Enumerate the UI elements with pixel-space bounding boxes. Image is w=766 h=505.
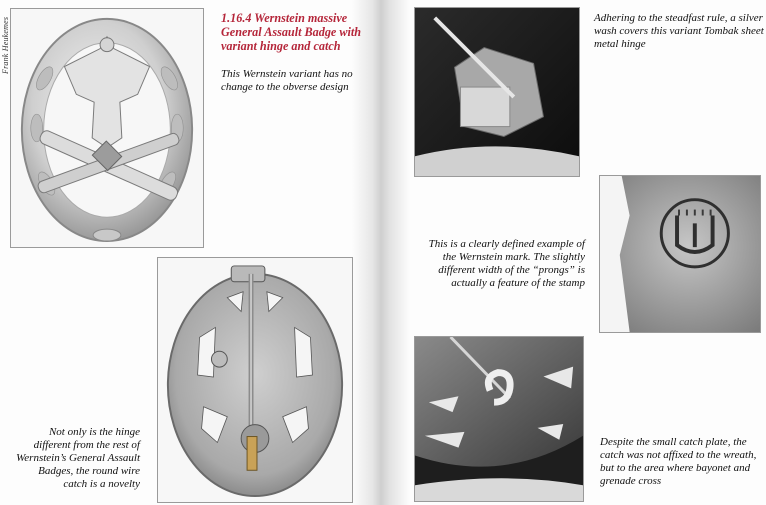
caption-reverse: Not only is the hinge different from the rest of Wernstein’s General Assault Badges, the round wire catch is a novelty — [16, 426, 140, 490]
book-gutter — [352, 0, 410, 505]
caption-obverse: This Wernstein variant has no change to the obverse design — [221, 68, 353, 93]
catch-closeup-photo — [414, 336, 584, 502]
photo-credit: Frank Heukemes — [1, 16, 10, 74]
reverse-badge-photo — [157, 257, 353, 503]
obverse-badge-photo — [10, 8, 204, 248]
section-title: 1.16.4 Wernstein massive General Assault Badge with variant hinge and catch — [221, 11, 362, 53]
hinge-closeup-photo — [414, 7, 580, 177]
maker-mark-photo — [599, 175, 761, 333]
caption-hinge: Adhering to the steadfast rule, a silver wash covers this variant Tombak sheet metal hinge — [594, 12, 764, 50]
caption-maker-mark: This is a clearly defined example of the Wernstein mark. The slightly different width of the “prongs” is actually a feature of the stamp — [428, 238, 585, 289]
caption-catch: Despite the small catch plate, the catch was not affixed to the wreath, but to the area where bayonet and grenade cross — [600, 436, 757, 487]
